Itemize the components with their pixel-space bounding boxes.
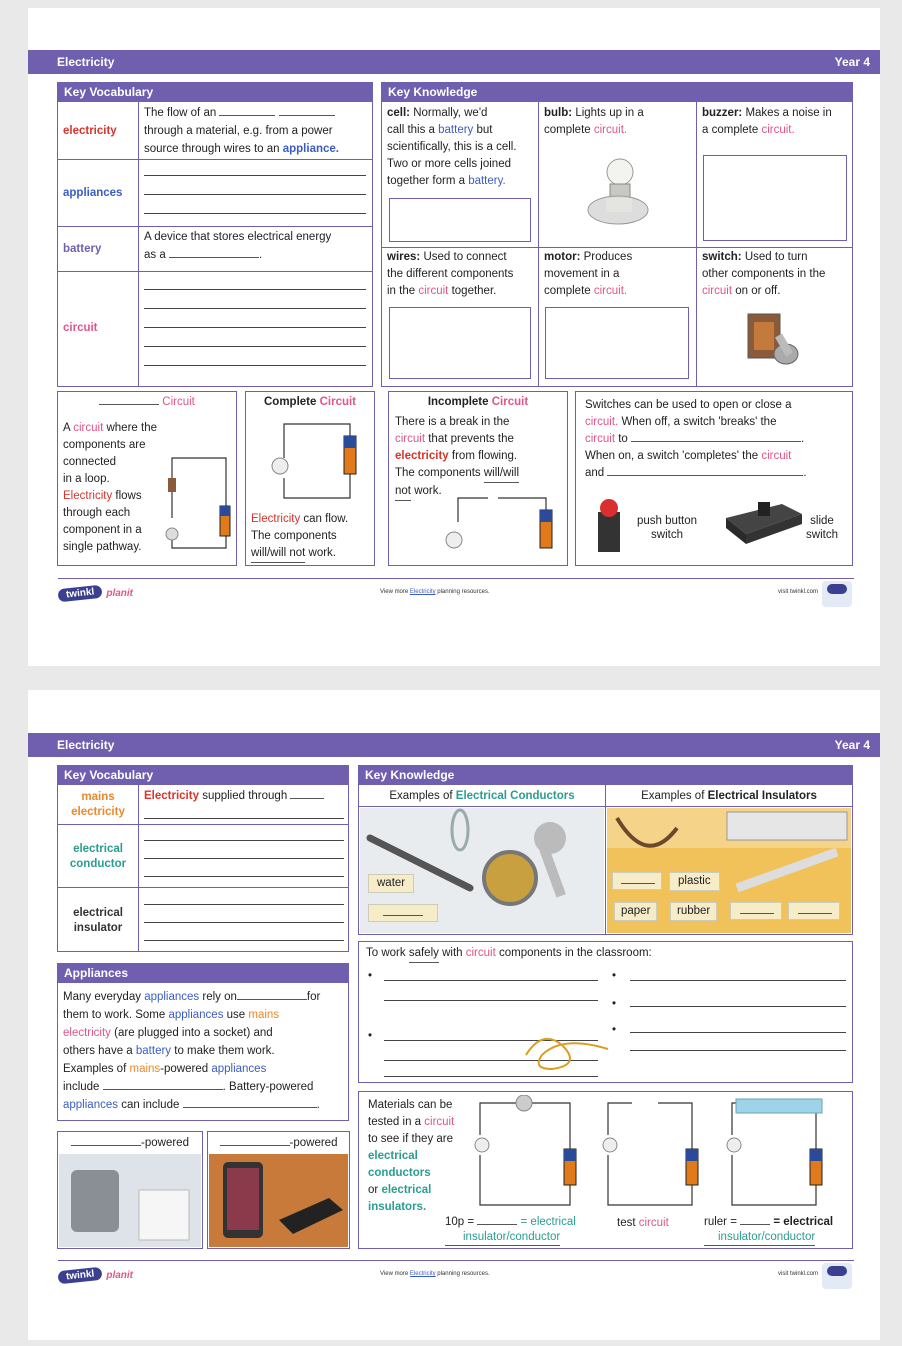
rubber-label: rubber xyxy=(670,902,717,921)
footer-view-more-2: View more Electricity planning resources. xyxy=(380,1271,490,1277)
footer-link[interactable]: Electricity xyxy=(409,589,436,595)
vocab-header: Key Vocabulary xyxy=(58,83,372,102)
footer-1 xyxy=(58,578,854,608)
vocab-mains-electricity: mains electricity xyxy=(71,791,125,818)
testing-text: Materials can be tested in a circuit to see if they are electrical conductors or electrical insulators. xyxy=(368,1099,455,1213)
footer-visit[interactable]: visit twinkl.com xyxy=(777,589,818,595)
wires-draw-box[interactable] xyxy=(389,307,531,379)
vocab-battery: battery xyxy=(63,243,102,255)
title-bar-1 xyxy=(28,50,880,74)
test-circuit-label: test circuit xyxy=(617,1217,669,1229)
appliances-header: Appliances xyxy=(58,964,348,983)
knowledge-header-2: Key Knowledge xyxy=(359,766,852,785)
footer-visit-2[interactable]: visit twinkl.com xyxy=(777,1271,818,1277)
knowledge-header: Key Knowledge xyxy=(382,83,852,102)
complete-circuit-heading: Complete Circuit xyxy=(263,396,357,408)
toggle-switch-image xyxy=(742,308,806,372)
safety-heading: To work safely with circuit components in the classroom: xyxy=(366,945,652,963)
twinkl-badge-icon-2 xyxy=(822,1263,852,1289)
slide-switch-image xyxy=(722,494,806,552)
switch-text: switch: Used to turn other components in the circuit on or off. xyxy=(702,251,826,297)
crocodile-lead-image xyxy=(522,1025,612,1077)
footer-link-2[interactable]: Electricity xyxy=(409,1271,436,1277)
battery-def-1: A device that stores electrical energy xyxy=(144,231,332,243)
insulator-blank-2[interactable] xyxy=(730,902,782,920)
coin-label: 10p = = electrical insulator/conductor xyxy=(445,1215,576,1246)
twinkl-logo-2: twinkl planit xyxy=(58,1269,133,1282)
motor-draw-box[interactable] xyxy=(545,307,689,379)
vocab-electrical-conductor: electrical conductor xyxy=(69,843,127,870)
plastic-label: plastic xyxy=(669,872,720,891)
footer-2 xyxy=(58,1260,854,1290)
page-title: Electricity xyxy=(57,55,115,69)
footer-view-more: View more Electricity planning resources. xyxy=(380,589,490,595)
battery-powered-label: -powered xyxy=(210,1135,347,1152)
electricity-def-1: The flow of an xyxy=(144,105,335,122)
bulb-text: bulb: Lights up in a complete circuit. xyxy=(544,107,644,136)
paper-label: paper xyxy=(614,902,657,921)
conductor-blank[interactable] xyxy=(368,904,438,922)
motor-text: motor: Produces movement in a complete circuit. xyxy=(544,251,633,297)
year-label-2: Year 4 xyxy=(834,738,870,752)
complete-circuit-image xyxy=(262,418,366,504)
safety-bullet-4: • xyxy=(612,998,617,1010)
ruler-label: ruler = = electrical insulator/conductor xyxy=(704,1215,833,1246)
bulb-holder-image xyxy=(580,150,656,236)
incomplete-circuit-heading: Incomplete Circuit xyxy=(427,396,529,408)
buzzer-text: buzzer: Makes a noise in a complete circuit. xyxy=(702,107,832,136)
battery-def-2: as a . xyxy=(144,249,263,261)
push-button-label: push button switch xyxy=(636,515,698,541)
conductors-heading: Examples of Electrical Conductors xyxy=(389,790,575,802)
vocab-electricity: electricity xyxy=(63,125,117,137)
incomplete-circuit-text: There is a break in the circuit that prevents the electricity from flowing. The components will/will not work. xyxy=(395,414,565,501)
twinkl-logo: twinkl planit xyxy=(58,587,133,600)
insulators-heading: Examples of Electrical Insulators xyxy=(641,790,817,802)
cell-text: cell: Normally, we'd call this a battery but scientifically, this is a cell. Two or more cells joined together form a battery. xyxy=(387,107,517,187)
twinkl-badge-icon xyxy=(822,581,852,607)
phone-battery-photo xyxy=(209,1154,348,1247)
slide-switch-label: slide switch xyxy=(806,515,838,541)
appliances-text: Many everyday appliances rely on for them to work. Some appliances use mains electricity (are plugged into a socket) and others have a battery to make them work. Examples of mains-powered appliances include . Battery-powered appliances can include . xyxy=(63,991,321,1111)
electricity-def-3: source through wires to an appliance. xyxy=(144,143,339,155)
mains-def: Electricity supplied through xyxy=(144,788,344,805)
insulator-blank-3[interactable] xyxy=(788,902,840,920)
vocab-circuit: circuit xyxy=(63,322,98,334)
test-circuit-image xyxy=(598,1095,704,1210)
water-label: water xyxy=(368,874,414,893)
safety-bullet-2: • xyxy=(368,1030,373,1042)
safety-bullet-5: • xyxy=(612,1024,617,1036)
mains-powered-label: -powered xyxy=(60,1135,200,1152)
series-circuit-image xyxy=(162,448,234,564)
insulator-blank-1[interactable] xyxy=(612,872,662,890)
buzzer-draw-box[interactable] xyxy=(703,155,847,241)
electricity-def-2: through a material, e.g. from a power xyxy=(144,125,333,137)
title-bar-2 xyxy=(28,733,880,757)
year-label: Year 4 xyxy=(834,55,870,69)
safety-bullet-3: • xyxy=(612,970,617,982)
coin-circuit-image xyxy=(470,1095,582,1210)
vocab-electrical-insulator: electrical insulator xyxy=(73,907,123,934)
page-title-2: Electricity xyxy=(57,738,115,752)
ruler-circuit-image xyxy=(722,1095,828,1210)
vocab-header-2: Key Vocabulary xyxy=(58,766,348,785)
cell-draw-box[interactable] xyxy=(389,198,531,242)
incomplete-circuit-image xyxy=(436,492,556,564)
switches-text: Switches can be used to open or close a circuit. When off, a switch 'breaks' the circuit to . When on, a switch 'completes' the circuit and . xyxy=(585,399,807,479)
safety-bullet-1: • xyxy=(368,970,373,982)
circuit-heading: Circuit xyxy=(60,394,234,411)
circuit-loop-text: A circuit where the components are connected in a loop. Electricity flows through each component in a single pathway. xyxy=(63,422,157,553)
wires-text: wires: Used to connect the different components in the circuit together. xyxy=(387,251,514,297)
kettle-plug-photo xyxy=(59,1154,201,1247)
push-button-image xyxy=(592,494,628,560)
vocab-appliances: appliances xyxy=(63,187,123,199)
complete-circuit-text: Electricity can flow. The components will/will not work. xyxy=(251,511,373,563)
